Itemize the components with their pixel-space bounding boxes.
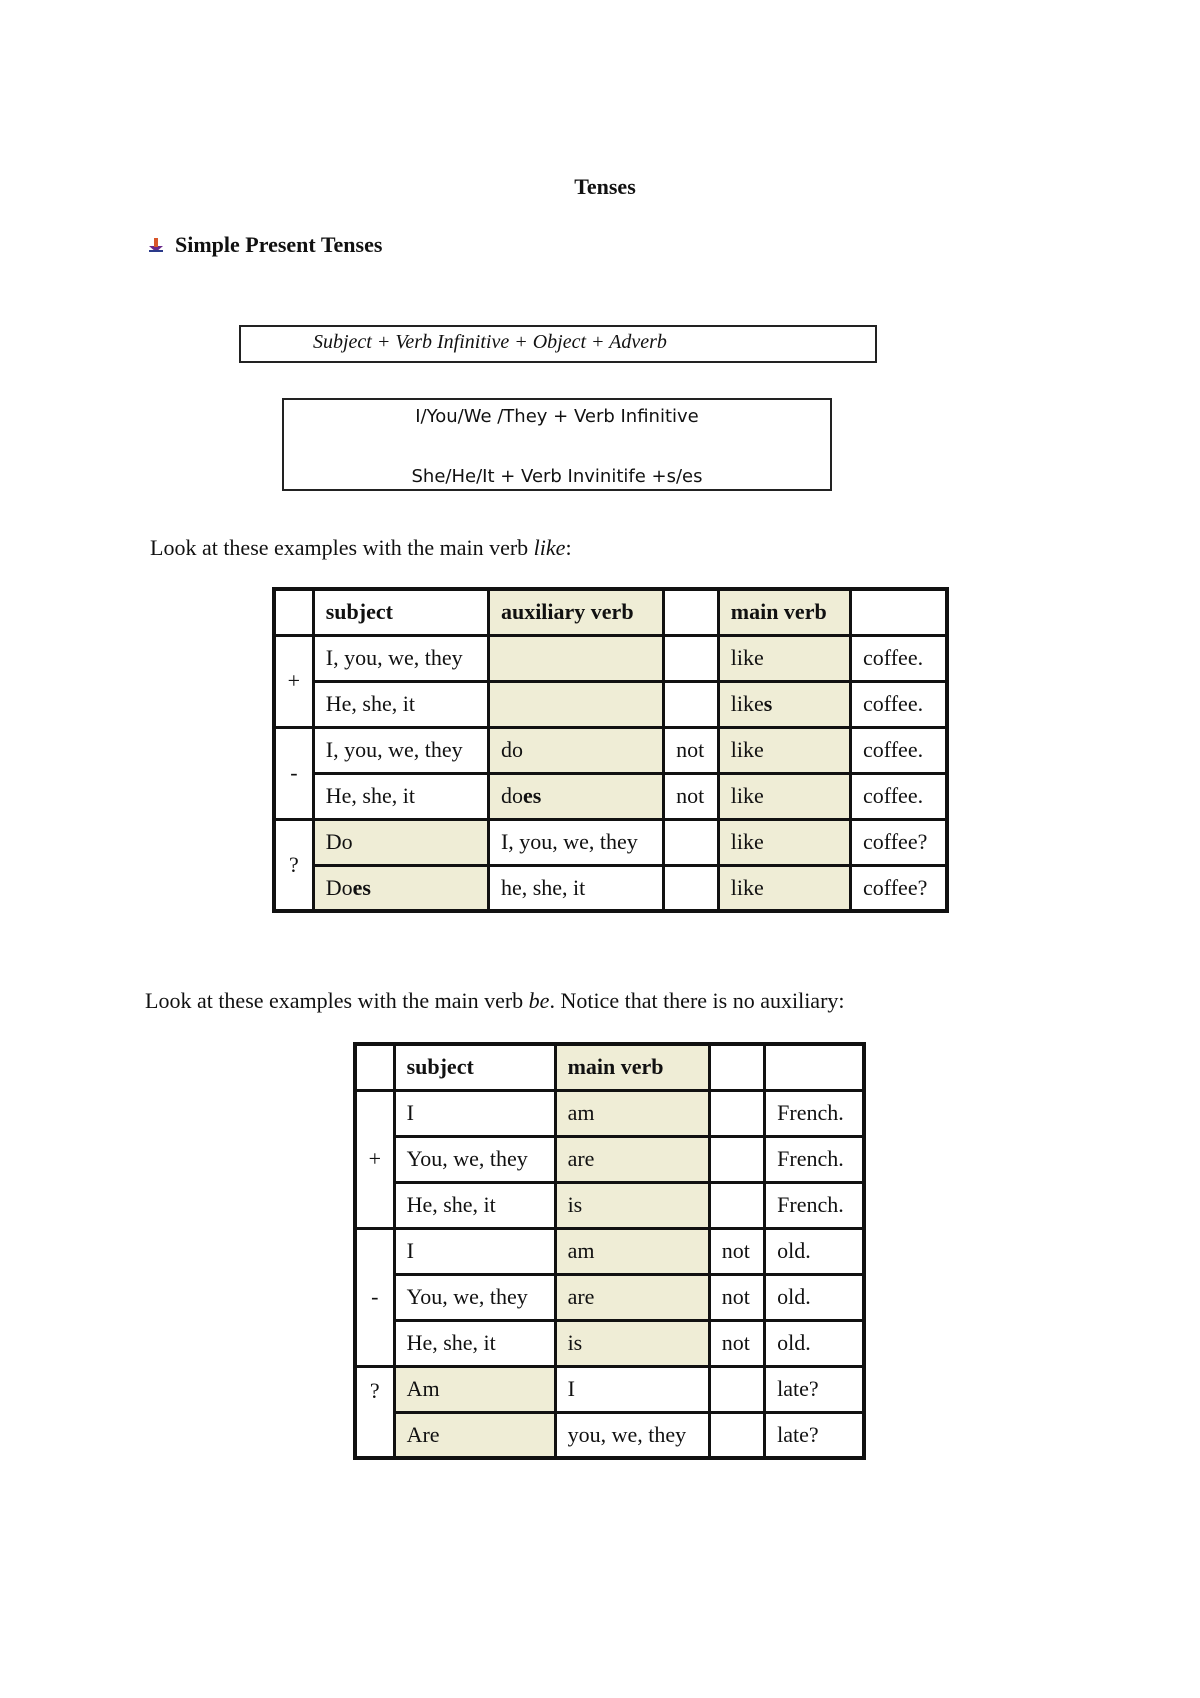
table-row: [274, 865, 947, 911]
intro-verb: like: [533, 535, 566, 560]
intro-text-end: . Notice that there is no auxiliary:: [549, 988, 845, 1013]
formula-line-plural: I/You/We /They + Verb Infinitive: [415, 406, 699, 427]
cell-main-verb: Am: [394, 1366, 555, 1412]
header-auxiliary: auxiliary verb: [488, 589, 663, 635]
cell-object: coffee.: [851, 773, 947, 819]
cell-subject: He, she, it: [394, 1320, 555, 1366]
intro-verb: be: [528, 988, 550, 1013]
table-row: [355, 1412, 864, 1458]
cell-object: old.: [765, 1274, 864, 1320]
table-row: [274, 819, 947, 865]
header-empty-cell: [851, 589, 947, 635]
cell-object: French.: [765, 1182, 864, 1228]
cell-not: [664, 681, 719, 727]
arrow-bullet-icon: [147, 236, 165, 254]
cell-main-verb: like: [718, 865, 850, 911]
intro-text: Look at these examples with the main verb: [145, 988, 529, 1013]
header-empty-cell: [765, 1044, 864, 1090]
page-title: Tenses: [574, 174, 636, 199]
cell-not: not: [664, 773, 719, 819]
table-row: [355, 1182, 864, 1228]
cell-main-verb: am: [555, 1090, 709, 1136]
cell-auxiliary: do: [488, 727, 663, 773]
table-row: [355, 1320, 864, 1366]
cell-not: [709, 1182, 764, 1228]
cell-auxiliary: [488, 681, 663, 727]
cell-object: French.: [765, 1136, 864, 1182]
table-row: [274, 727, 947, 773]
sign-question: ?: [355, 1366, 394, 1458]
cell-main-verb: is: [555, 1182, 709, 1228]
cell-auxiliary: [313, 865, 488, 911]
cell-object: coffee.: [851, 727, 947, 773]
verb-suffix: es: [352, 874, 371, 900]
table-header-row: [355, 1044, 864, 1090]
cell-not: [709, 1366, 764, 1412]
cell-not: [709, 1412, 764, 1458]
cell-main-verb: are: [555, 1274, 709, 1320]
table-verb-be: [353, 1042, 866, 1460]
table-row: [355, 1366, 864, 1412]
verb-stem: Do: [325, 874, 353, 900]
header-main-verb: main verb: [718, 589, 850, 635]
table-row: [355, 1136, 864, 1182]
cell-subject: he, she, it: [488, 865, 663, 911]
intro-paragraph-like: [150, 535, 572, 561]
cell-object: coffee.: [851, 681, 947, 727]
cell-main-verb: [718, 681, 850, 727]
cell-object: coffee.: [851, 635, 947, 681]
cell-auxiliary: [488, 635, 663, 681]
header-empty-cell: [274, 589, 313, 635]
verb-stem: like: [730, 691, 764, 716]
cell-main-verb: like: [718, 727, 850, 773]
formula-line-singular: She/He/It + Verb Invinitife +s/es: [411, 466, 703, 487]
cell-object: coffee?: [851, 819, 947, 865]
cell-subject: I: [394, 1090, 555, 1136]
cell-subject: He, she, it: [394, 1182, 555, 1228]
header-subject: subject: [313, 589, 488, 635]
sign-negative: -: [274, 727, 313, 819]
cell-subject: I: [394, 1228, 555, 1274]
intro-text-end: :: [565, 535, 572, 560]
cell-auxiliary: Do: [313, 819, 488, 865]
intro-paragraph-be: [145, 988, 845, 1014]
cell-not: not: [709, 1228, 764, 1274]
cell-subject: I, you, we, they: [488, 819, 663, 865]
cell-object: old.: [765, 1320, 864, 1366]
sign-negative: -: [355, 1228, 394, 1366]
formula-box-subjects: [282, 398, 832, 491]
intro-text: Look at these examples with the main verb: [150, 535, 534, 560]
cell-main-verb: Are: [394, 1412, 555, 1458]
header-empty-cell: [664, 589, 719, 635]
header-main-verb: main verb: [555, 1044, 709, 1090]
cell-main-verb: like: [718, 819, 850, 865]
cell-object: French.: [765, 1090, 864, 1136]
table-row: [355, 1274, 864, 1320]
header-empty-cell: [355, 1044, 394, 1090]
sign-positive: +: [274, 635, 313, 727]
table-row: [355, 1228, 864, 1274]
cell-main-verb: like: [718, 635, 850, 681]
table-row: [274, 773, 947, 819]
cell-subject: You, we, they: [394, 1136, 555, 1182]
cell-main-verb: is: [555, 1320, 709, 1366]
cell-subject: He, she, it: [313, 681, 488, 727]
section-heading-text: Simple Present Tenses: [175, 232, 383, 257]
table-verb-like: [272, 587, 949, 913]
sign-question: ?: [274, 819, 313, 911]
cell-subject: I, you, we, they: [313, 635, 488, 681]
cell-object: old.: [765, 1228, 864, 1274]
cell-not: [664, 865, 719, 911]
table-row: [274, 635, 947, 681]
formula-box-general: Subject + Verb Infinitive + Object + Adverb: [239, 325, 877, 363]
verb-suffix: s: [763, 691, 773, 716]
cell-object: coffee?: [851, 865, 947, 911]
cell-not: not: [709, 1274, 764, 1320]
cell-object: late?: [765, 1366, 864, 1412]
cell-main-verb: like: [718, 773, 850, 819]
cell-subject: I, you, we, they: [313, 727, 488, 773]
cell-subject: He, she, it: [313, 773, 488, 819]
cell-not: not: [709, 1320, 764, 1366]
section-heading: [147, 232, 382, 258]
cell-subject: I: [555, 1366, 709, 1412]
cell-not: not: [664, 727, 719, 773]
table-row: [355, 1090, 864, 1136]
cell-main-verb: am: [555, 1228, 709, 1274]
cell-not: [664, 819, 719, 865]
cell-main-verb: are: [555, 1136, 709, 1182]
cell-subject: You, we, they: [394, 1274, 555, 1320]
cell-object: late?: [765, 1412, 864, 1458]
header-subject: subject: [394, 1044, 555, 1090]
cell-auxiliary: [488, 773, 663, 819]
cell-not: [709, 1090, 764, 1136]
verb-suffix: es: [522, 783, 542, 808]
header-empty-cell: [709, 1044, 764, 1090]
cell-subject: you, we, they: [555, 1412, 709, 1458]
sign-positive: +: [355, 1090, 394, 1228]
table-row: [274, 681, 947, 727]
cell-not: [709, 1136, 764, 1182]
table-header-row: [274, 589, 947, 635]
cell-not: [664, 635, 719, 681]
verb-stem: do: [500, 783, 523, 808]
